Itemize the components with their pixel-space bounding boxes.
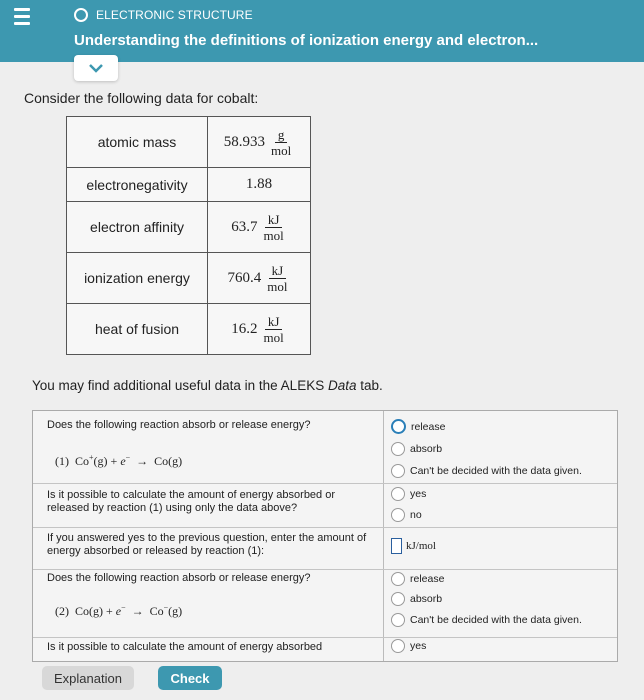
value-number: 58.933 <box>223 133 265 150</box>
product-species: Co <box>149 604 164 618</box>
unit-numerator: g <box>275 127 288 143</box>
answer-input[interactable] <box>391 538 402 554</box>
unit-denominator: mol <box>263 227 284 243</box>
table-row <box>67 253 311 304</box>
q2-option-no[interactable] <box>391 508 422 522</box>
divider <box>33 527 617 528</box>
reaction-1 <box>55 453 182 469</box>
radio-button[interactable] <box>391 419 406 434</box>
option-label: Can't be decided with the data given. <box>410 614 582 626</box>
question-panel <box>32 410 618 662</box>
option-label: absorb <box>410 593 443 605</box>
electron-charge: − <box>121 603 126 612</box>
property-cell: atomic mass <box>67 117 208 168</box>
note-text: You may find additional useful data in the ALEKS <box>32 378 328 393</box>
energy-answer-field[interactable] <box>391 538 436 554</box>
data-tab-link: Data <box>327 378 357 393</box>
unit-numerator: kJ <box>265 314 283 330</box>
option-label: yes <box>410 488 427 500</box>
radio-button[interactable] <box>391 508 405 522</box>
radio-button[interactable] <box>391 464 405 478</box>
divider <box>33 569 617 570</box>
option-label: absorb <box>410 443 443 455</box>
option-label: no <box>410 509 422 521</box>
cobalt-data-table <box>66 116 311 355</box>
question-3-text: If you answered yes to the previous question, enter the amount of energy absorbed or released by reaction (1): <box>47 532 367 557</box>
phase-label: (g) <box>93 454 108 468</box>
question-4-text: Does the following reaction absorb or release energy? <box>47 572 311 584</box>
unit-denominator: mol <box>271 142 292 158</box>
electron-symbol: e <box>115 604 122 618</box>
q2-option-yes[interactable] <box>391 487 426 501</box>
table-row <box>67 202 311 253</box>
q4-option-absorb[interactable] <box>391 592 442 606</box>
reaction-arrow: → <box>131 604 144 618</box>
product-species: Co(g) <box>154 454 183 468</box>
q4-option-cant-decide[interactable] <box>391 613 582 627</box>
radio-button[interactable] <box>391 613 405 627</box>
reaction-number: (2) <box>55 604 69 618</box>
radio-button[interactable] <box>391 592 405 606</box>
unit-numerator: kJ <box>265 212 283 228</box>
data-tab-note <box>32 378 383 393</box>
intro-text: Consider the following data for cobalt: <box>24 90 259 106</box>
q1-option-release[interactable] <box>391 419 445 434</box>
electron-symbol: e <box>120 454 126 468</box>
collapse-toggle[interactable] <box>74 55 118 81</box>
radio-button[interactable] <box>391 572 405 586</box>
divider <box>33 483 617 484</box>
option-label: Can't be decided with the data given. <box>410 465 582 477</box>
ion-charge: − <box>163 603 169 612</box>
topic-label <box>74 8 253 22</box>
option-label: yes <box>410 640 427 652</box>
plus-sign: + <box>106 604 113 618</box>
option-label: release <box>411 420 446 433</box>
q5-option-yes[interactable] <box>391 639 426 653</box>
question-5-text: Is it possible to calculate the amount of energy absorbed <box>47 641 323 653</box>
note-text-end: tab. <box>356 378 383 393</box>
question-1-text: Does the following reaction absorb or release energy? <box>47 419 311 431</box>
unit-denominator: mol <box>267 278 288 294</box>
radio-button[interactable] <box>391 639 405 653</box>
reaction-arrow: → <box>136 454 149 468</box>
reactant-species: Co <box>75 454 90 468</box>
hamburger-menu-icon[interactable] <box>14 8 30 28</box>
progress-circle-icon <box>74 8 88 22</box>
explanation-button[interactable]: Explanation <box>42 666 134 690</box>
table-row <box>67 117 311 168</box>
radio-button[interactable] <box>391 442 405 456</box>
q4-option-release[interactable] <box>391 572 444 586</box>
divider <box>33 637 617 638</box>
table-row <box>67 304 311 355</box>
page-title: Understanding the definitions of ionization energy and electron... <box>74 32 539 49</box>
plus-sign: + <box>110 454 118 468</box>
unit-fraction <box>261 212 287 243</box>
option-label: release <box>410 573 445 585</box>
table-row <box>67 168 311 202</box>
value-number: 16.2 <box>231 320 258 337</box>
unit-label: kJ/mol <box>406 540 436 552</box>
reaction-number: (1) <box>55 454 69 468</box>
unit-fraction <box>264 263 290 294</box>
value-number: 63.7 <box>231 218 258 235</box>
ion-charge: + <box>89 453 94 462</box>
unit-fraction <box>261 314 287 345</box>
value-cell <box>208 168 311 202</box>
reactant-species: Co(g) <box>75 604 103 618</box>
value-number: 760.4 <box>227 269 262 286</box>
property-cell: ionization energy <box>67 253 208 304</box>
q1-option-cant-decide[interactable] <box>391 464 582 478</box>
unit-fraction <box>268 127 294 158</box>
unit-numerator: kJ <box>269 263 287 279</box>
property-cell: heat of fusion <box>67 304 208 355</box>
phase-label: (g) <box>168 604 183 618</box>
value-cell <box>208 304 311 355</box>
electron-charge: − <box>125 453 131 462</box>
value-cell <box>208 117 311 168</box>
topic-text: ELECTRONIC STRUCTURE <box>96 8 253 22</box>
chevron-down-icon <box>88 63 104 73</box>
q1-option-absorb[interactable] <box>391 442 442 456</box>
top-bar <box>0 0 644 62</box>
check-button[interactable]: Check <box>158 666 222 690</box>
value-number: 1.88 <box>245 176 273 192</box>
value-cell <box>208 202 311 253</box>
unit-denominator: mol <box>263 329 284 345</box>
property-cell: electron affinity <box>67 202 208 253</box>
value-cell <box>208 253 311 304</box>
question-2-text: Is it possible to calculate the amount of energy absorbed or released by reaction (1) using only the data above? <box>47 489 336 514</box>
radio-button[interactable] <box>391 487 405 501</box>
property-cell: electronegativity <box>67 168 208 202</box>
reaction-2 <box>55 603 182 619</box>
